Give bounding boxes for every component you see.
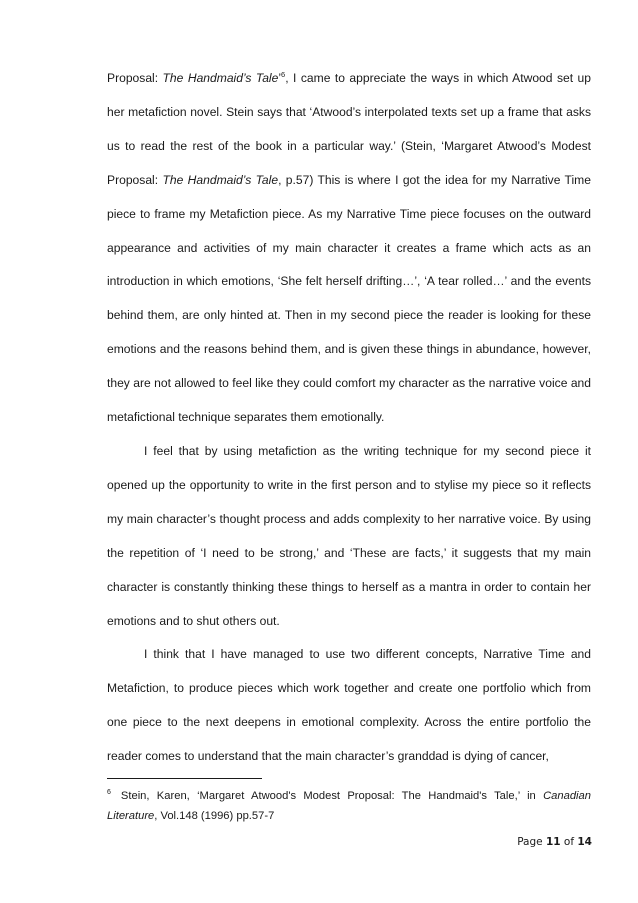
footnote-separator <box>107 778 262 779</box>
footnote-text: , Vol.148 (1996) pp.57-7 <box>154 810 275 822</box>
text-run: Proposal: <box>107 71 163 85</box>
paragraph-3: I think that I have managed to use two different concepts, Narrative Time and Metafiction, to produce pieces which work together and create one portfolio which from one piece to the next deepens in emotional complexity. Across the entire portfolio the reader comes to understand that the main character’s granddad is dying of cancer, <box>107 647 591 764</box>
body-text <box>107 62 591 774</box>
current-page: 11 <box>545 836 561 848</box>
footnote-number: 6 <box>107 789 111 797</box>
page-label: Page <box>517 836 546 848</box>
footnote-text: Stein, Karen, ‘Margaret Atwood's Modest Proposal: The Handmaid's Tale,’ in <box>120 790 544 802</box>
page-number <box>517 836 592 848</box>
text-run: ’ <box>278 71 282 85</box>
paragraph-2: I feel that by using metafiction as the writing technique for my second piece it opened up the opportunity to write in the first person and to stylise my piece so it reflects my main character’s thought process and adds complexity to her narrative voice. By using the repetition of ‘I need to be strong,’ and ‘These are facts,’ it suggests that my main character is constantly thinking these things to herself as a mantra in order to contain her emotions and to shut others out. <box>107 443 591 628</box>
text-run: , p.57) This is where I got the idea for my Narrative Time piece to frame my Metafiction piece. As my Narrative Time piece focuses on the outward appearance and activities of my main character it creates a frame which acts as an introduction in which emotions, ‘She felt herself drifting…’, ‘A tear rolled…’ and the events behind them, are only hinted at. Then in my second piece the reader is looking for these emotions and the reasons behind them, and is given these things in abundance, however, they are not allowed to feel like they could comfort my character as the narrative voice and metafictional technique separates them emotionally. <box>107 172 591 425</box>
footnote <box>107 786 591 826</box>
paragraph-1 <box>107 62 591 435</box>
footnote-reference[interactable]: 6 <box>281 69 286 79</box>
page-of-label: of <box>560 836 578 848</box>
text-run: , I came to appreciate the ways in which Atwood set up her metafiction novel. Stein says that ‘Atwood’s interpolated texts set up a frame that asks us to read the rest of the book in a particular way.’ (Stein, ‘Margaret Atwood’s Modest Proposal: <box>107 71 591 187</box>
book-title: The Handmaid’s Tale <box>162 172 279 187</box>
footnote-journal: Canadian Literature <box>107 790 591 822</box>
book-title: The Handmaid’s Tale <box>162 71 279 85</box>
total-pages: 14 <box>577 836 592 848</box>
